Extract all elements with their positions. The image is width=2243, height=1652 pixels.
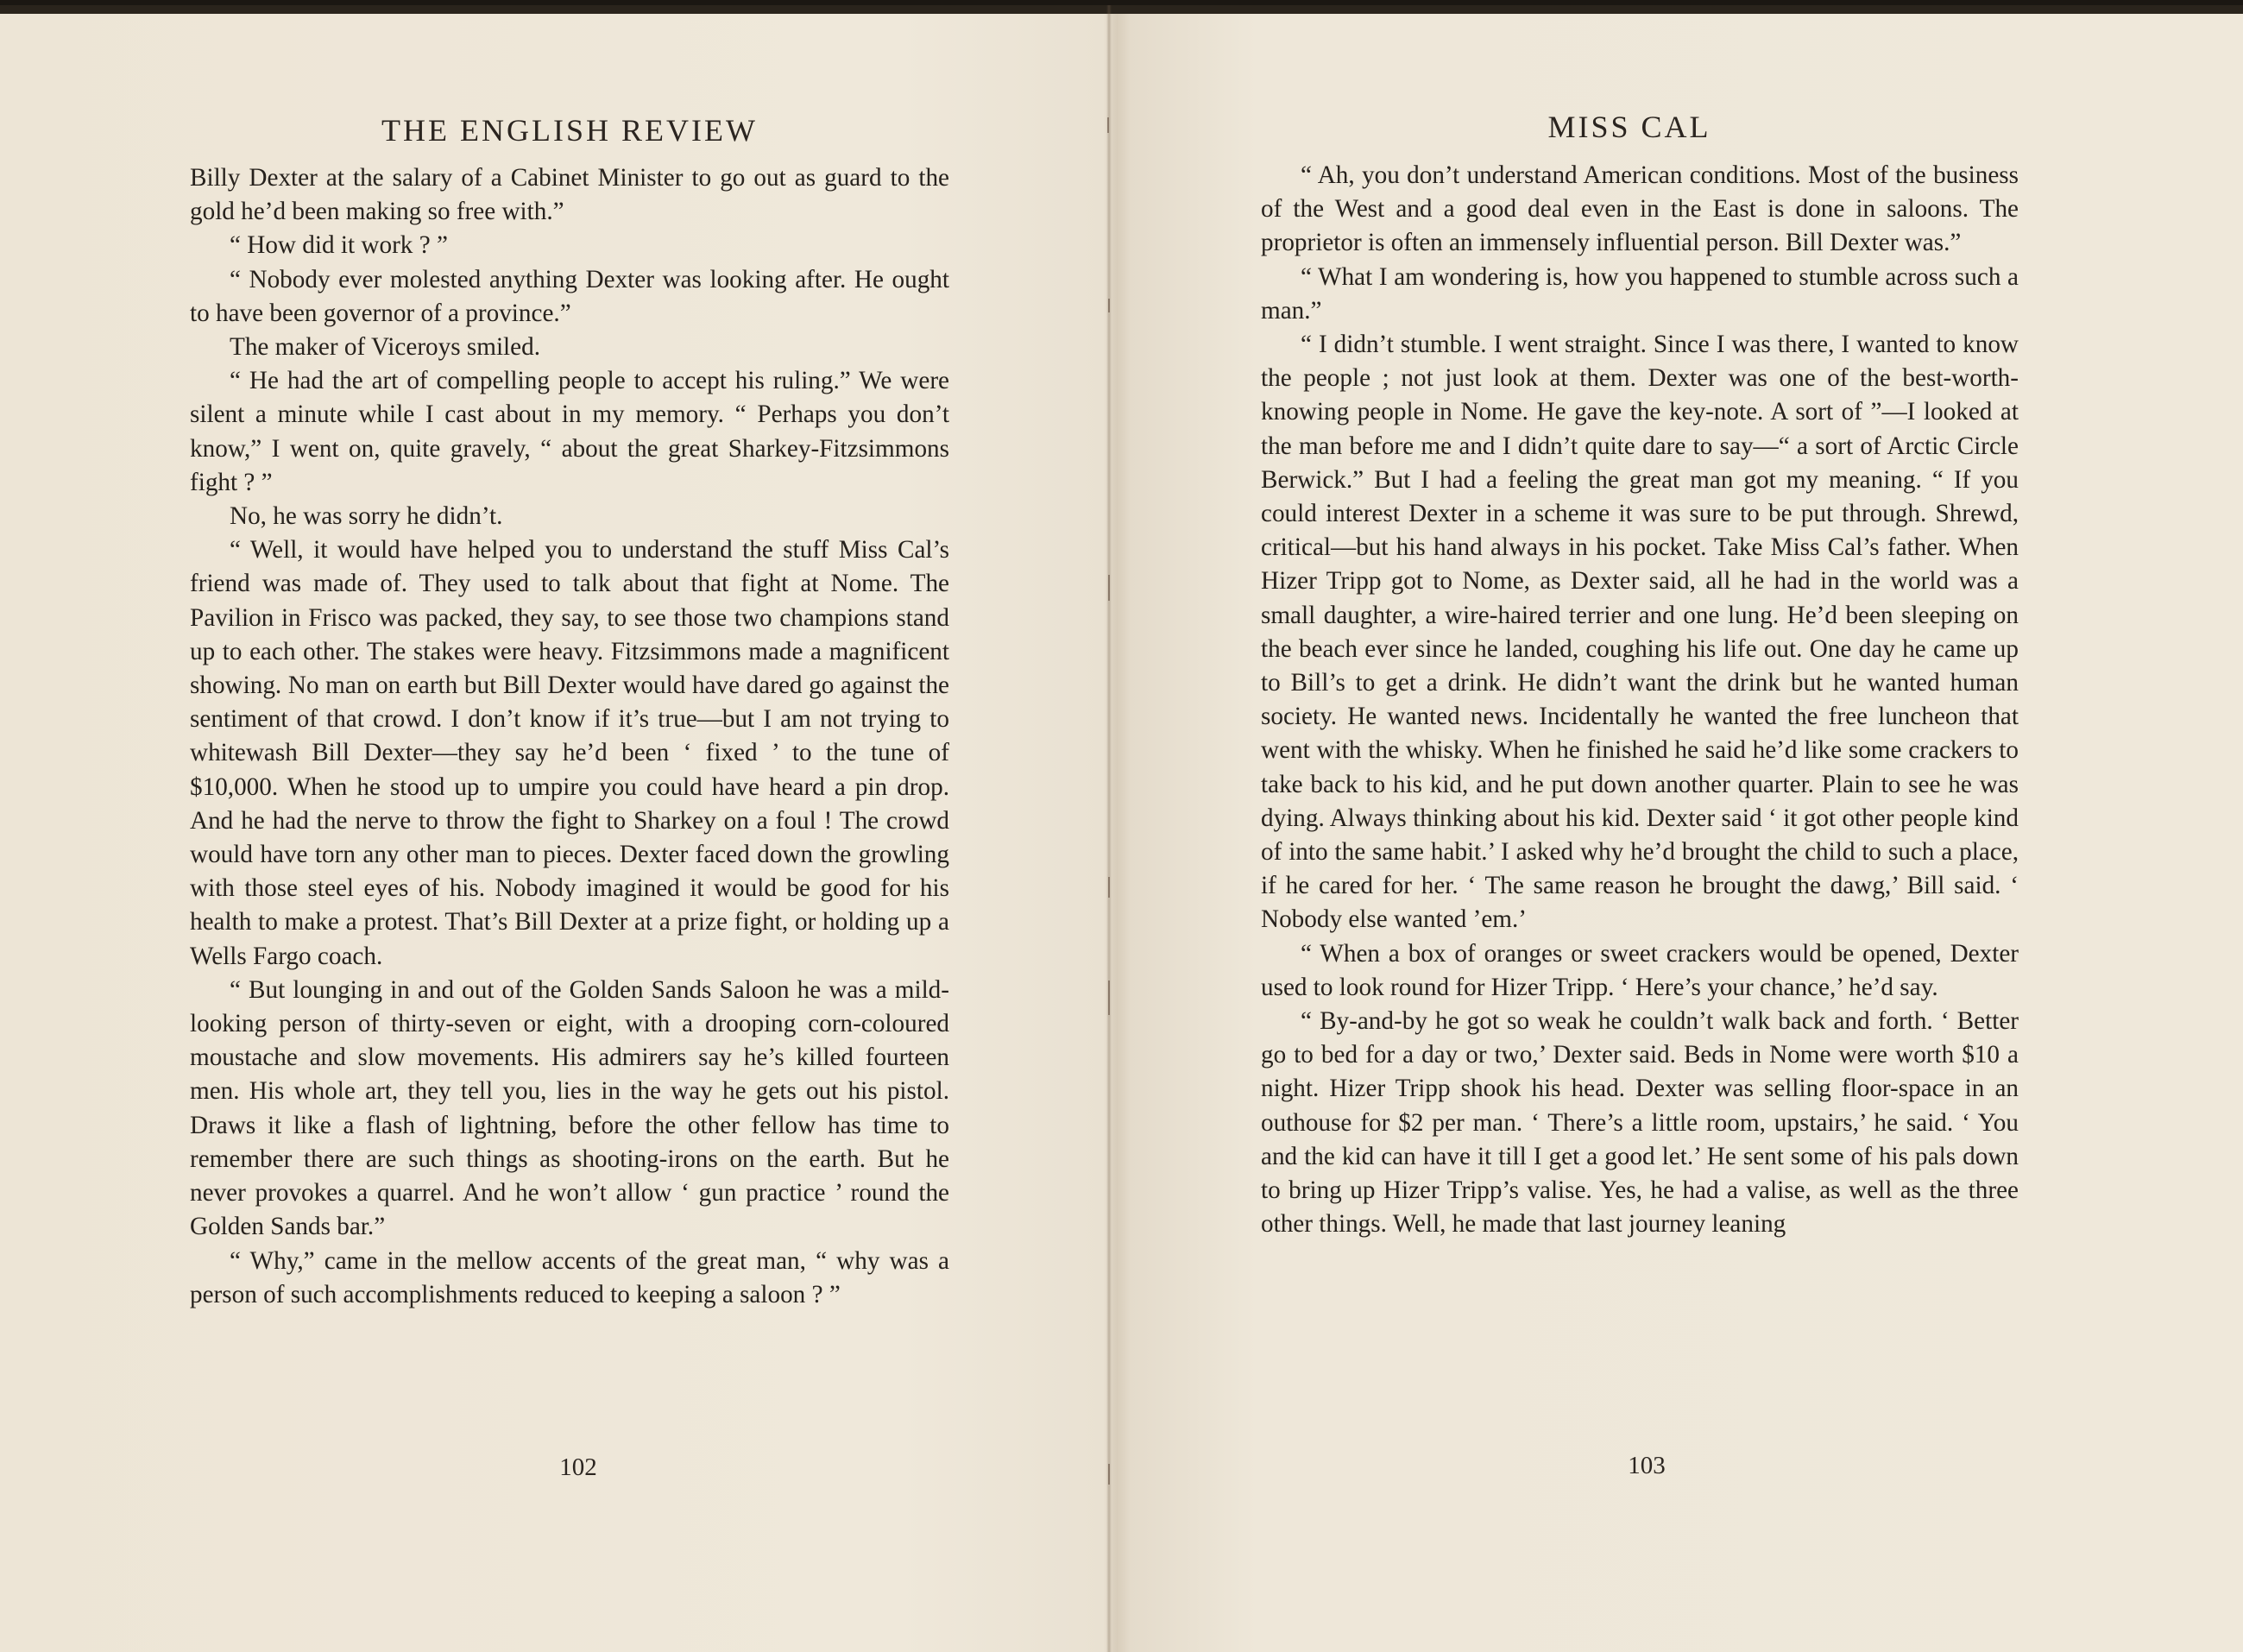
gutter-stitch-mark [1108, 980, 1110, 1015]
left-page [0, 5, 1106, 1652]
paragraph: “ How did it work ? ” [230, 231, 448, 260]
paragraph: “ When a box of oranges or sweet crackers would be opened, Dexter used to look round for Hizer Tripp. ‘ Here’s your chance,’ he’d say. [1261, 939, 2019, 1001]
paragraph: “ He had the art of compelling people to accept his ruling.” We were silent a minute while I cast about in my memory. “ Perhaps you don’t know,” I went on, quite gravely, “ about the great Sharkey-Fitzsimmons fight ? ” [190, 367, 949, 496]
paragraph: “ What I am wondering is, how you happened to stumble across such a man.” [1261, 262, 2019, 325]
paragraph: “ But lounging in and out of the Golden Sands Saloon he was a mild-looking person of thirty-seven or eight, with a drooping corn-coloured moustache and slow movements. His admirers say he’s killed fourteen men. His whole art, they tell you, lies in the way he gets out his pistol. Draws it like a flash of lightning, before the other fellow has time to remember there are such things as shooting-irons on the earth. But he never provokes a quarrel. And he won’t allow ‘ gun practice ’ round the Golden Sands bar.” [190, 975, 949, 1241]
paragraph: Billy Dexter at the salary of a Cabinet Minister to go out as guard to the gold he’d been making so free with.” [190, 164, 949, 226]
right-page-body [1261, 159, 2019, 1242]
paragraph: “ By-and-by he got so weak he couldn’t walk back and forth. ‘ Better go to bed for a day or two,’ Dexter said. Beds in Nome were worth $10 a night. Hizer Tripp shook his head. Dexter was selling floor-space in an outhouse for $2 per man. ‘ There’s a little room, upstairs,’ he said. ‘ You and the kid can have it till I get a good let.’ He sent some of his pals down to bring up Hizer Tripp’s valise. Yes, he had a valise, as well as the three other things. Well, he made that last journey leaning [1261, 1007, 2019, 1239]
page-number-left: 102 [559, 1453, 597, 1481]
paragraph: No, he was sorry he didn’t. [230, 502, 503, 531]
paragraph: “ Why,” came in the mellow accents of the great man, “ why was a person of such accomplishments reduced to keeping a saloon ? ” [190, 1246, 949, 1308]
gutter-stitch-mark [1108, 575, 1110, 601]
running-head-left: THE ENGLISH REVIEW [381, 113, 758, 148]
paragraph: The maker of Viceroys smiled. [230, 333, 541, 362]
gutter-stitch-mark [1108, 299, 1110, 312]
left-page-body [190, 161, 949, 1312]
paragraph: “ Well, it would have helped you to understand the stuff Miss Cal’s friend was made of. They used to talk about that fight at Nome. The Pavilion in Frisco was packed, they say, to see those two champions stand up to each other. The stakes were heavy. Fitzsimmons made a magnificent showing. No man on earth but Bill Dexter would have dared go against the sentiment of that crowd. I don’t know if it’s true—but I am not trying to whitewash Bill Dexter—they say he’d been ‘ fixed ’ to the tune of $10,000. When he stood up to umpire you could have heard a pin drop. And he had the nerve to throw the fight to Sharkey on a foul ! The crowd would have torn any other man to pieces. Dexter faced down the growling with those steel eyes of his. Nobody imagined it would be good for his health to make a protest. That’s Bill Dexter at a prize fight, or holding up a Wells Fargo coach. [190, 536, 949, 970]
gutter-stitch-mark [1108, 1464, 1110, 1485]
paragraph: “ Ah, you don’t understand American conditions. Most of the business of the West and a good deal even in the East is done in saloons. The proprietor is often an immensely influential person. Bill Dexter was.” [1261, 161, 2019, 257]
right-page [1112, 5, 2243, 1652]
paragraph: “ I didn’t stumble. I went straight. Since I was there, I wanted to know the people ; not just look at them. Dexter was one of the best-worth-knowing people in Nome. He gave the key-note. A sort of ”—I looked at the man before me and I didn’t quite dare to say—“ a sort of Arctic Circle Berwick.” But I had a feeling the great man got my meaning. “ If you could interest Dexter in a scheme it was sure to be put through. Shrewd, critical—but his hand always in his pocket. Take Miss Cal’s father. When Hizer Tripp got to Nome, as Dexter said, all he had in the world was a small daughter, a wire-haired terrier and one lung. He’d been sleeping on the beach ever since he landed, coughing his life out. One day he came up to Bill’s to get a drink. He didn’t want the drink but he wanted human society. He wanted news. Incidentally he wanted the free luncheon that went with the whisky. When he finished he said he’d like some crackers to take back to his kid, and he put down another quarter. Plain to see he was dying. Always thinking about his kid. Dexter said ‘ it got other people kind of into the same habit.’ I asked why he’d brought the child to such a place, if he cared for her. ‘ The same reason he brought the dawg,’ Bill said. ‘ Nobody else wanted ’em.’ [1261, 331, 2019, 934]
gutter-stitch-mark [1107, 117, 1109, 133]
book-spread [0, 5, 2243, 1652]
page-number-right: 103 [1628, 1452, 1666, 1479]
running-head-right: MISS CAL [1547, 110, 1711, 144]
gutter-stitch-mark [1108, 877, 1110, 898]
paragraph: “ Nobody ever molested anything Dexter was looking after. He ought to have been governor of a province.” [190, 265, 949, 327]
